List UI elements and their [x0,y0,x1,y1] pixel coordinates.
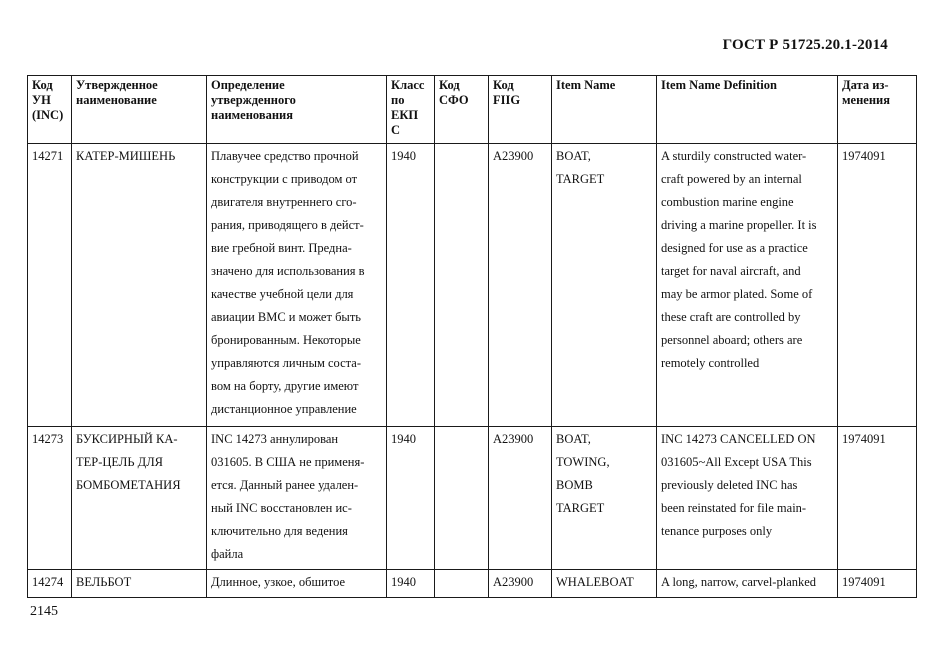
cell-item-definition [657,427,838,570]
text-line: Код [32,78,53,92]
text-line: TARGET [556,172,605,186]
text-line: remotely controlled [661,356,760,370]
text-line: combustion marine engine [661,195,794,209]
text-line: С [391,123,401,137]
text-line: driving a marine propeller. It is [661,218,817,232]
cell-item-definition [657,144,838,427]
table-header-row [28,76,917,144]
text-line: рания, приводящего в дейст- [211,218,364,232]
text-line: ВЕЛЬБОТ [76,575,132,589]
text-line: ется. Данный ранее удален- [211,478,359,492]
cell-sfo [435,144,489,427]
col-header-change-date [838,76,917,144]
text-line: утвержденного [211,93,296,107]
cell-item-name [552,144,657,427]
cell-change-date: 1974091 [838,427,917,570]
text-line: наименования [211,108,294,122]
cell-item-name [552,427,657,570]
catalog-table [27,75,917,598]
text-line: Плавучее средство прочной [211,149,359,163]
cell-class: 1940 [387,144,435,427]
cell-approved-name [72,427,207,570]
text-line: ный INC восстановлен ис- [211,501,352,515]
text-line: ключительно для ведения [211,524,348,538]
text-line: качестве учебной цели для [211,287,354,301]
cell-inc: 14271 [28,144,72,427]
cell-sfo [435,427,489,570]
text-line: BOAT, [556,432,591,446]
text-line: вие гребной винт. Предна- [211,241,352,255]
col-header-approved-name [72,76,207,144]
text-line: СФО [439,93,469,107]
text-line: 031605~All Except USA This [661,455,812,469]
text-line: craft powered by an internal [661,172,802,186]
col-header-item-name [552,76,657,144]
text-line: Код [439,78,460,92]
cell-fiig: A23900 [489,427,552,570]
text-line: ЕКП [391,108,419,122]
text-line: ТЕР-ЦЕЛЬ ДЛЯ [76,455,164,469]
cell-item-name [552,570,657,598]
text-line: дистанционное управление [211,402,357,416]
text-line: Утвержденное [76,78,158,92]
cell-item-definition [657,570,838,598]
cell-change-date: 1974091 [838,144,917,427]
text-line: наименование [76,93,157,107]
text-line: target for naval aircraft, and [661,264,801,278]
text-line: УН [32,93,51,107]
text-line: A long, narrow, carvel-planked [661,575,817,589]
col-header-sfo [435,76,489,144]
document-code: ГОСТ Р 51725.20.1-2014 [722,37,888,53]
cell-change-date: 1974091 [838,570,917,598]
cell-definition [207,144,387,427]
text-line: designed for use as a practice [661,241,808,255]
text-line: значено для использования в [211,264,365,278]
cell-inc: 14274 [28,570,72,598]
text-line: BOMB [556,478,593,492]
text-line: авиации ВМС и может быть [211,310,361,324]
text-line: Item Name [556,78,616,92]
text-line: may be armor plated. Some of [661,287,813,301]
text-line: (INC) [32,108,64,122]
text-line: Определение [211,78,285,92]
text-line: менения [842,93,890,107]
text-line: КАТЕР-МИШЕНЬ [76,149,176,163]
text-line: вом на борту, другие имеют [211,379,359,393]
text-line: БОМБОМЕТАНИЯ [76,478,181,492]
table-row [28,144,917,427]
text-line: по [391,93,405,107]
text-line: TOWING, [556,455,610,469]
text-line: Класс [391,78,425,92]
text-line: WHALEBOAT [556,575,634,589]
text-line: these craft are controlled by [661,310,801,324]
col-header-fiig [489,76,552,144]
text-line: конструкции с приводом от [211,172,358,186]
text-line: INC 14273 CANCELLED ON [661,432,816,446]
cell-sfo [435,570,489,598]
text-line: previously deleted INC has [661,478,798,492]
cell-approved-name [72,144,207,427]
table-row [28,570,917,598]
cell-fiig: A23900 [489,144,552,427]
page-number: 2145 [30,604,58,619]
text-line: personnel aboard; others are [661,333,803,347]
text-line: FIIG [493,93,521,107]
text-line: двигателя внутреннего сго- [211,195,357,209]
cell-inc: 14273 [28,427,72,570]
text-line: INC 14273 аннулирован [211,432,339,446]
text-line: управляются личным соста- [211,356,361,370]
col-header-class [387,76,435,144]
text-line: TARGET [556,501,605,515]
cell-class: 1940 [387,570,435,598]
text-line: Дата из- [842,78,889,92]
col-header-inc [28,76,72,144]
text-line: бронированным. Некоторые [211,333,361,347]
text-line: BOAT, [556,149,591,163]
text-line: been reinstated for file main- [661,501,807,515]
col-header-item-definition [657,76,838,144]
text-line: A sturdily constructed water- [661,149,807,163]
text-line: tenance purposes only [661,524,773,538]
cell-fiig: A23900 [489,570,552,598]
text-line: Длинное, узкое, обшитое [211,575,346,589]
cell-class: 1940 [387,427,435,570]
cell-approved-name [72,570,207,598]
table-row [28,427,917,570]
text-line: БУКСИРНЫЙ КА- [76,432,178,446]
text-line: Item Name Definition [661,78,777,92]
text-line: файла [211,547,244,561]
text-line: Код [493,78,514,92]
cell-definition [207,570,387,598]
cell-definition [207,427,387,570]
col-header-definition [207,76,387,144]
text-line: 031605. В США не применя- [211,455,365,469]
